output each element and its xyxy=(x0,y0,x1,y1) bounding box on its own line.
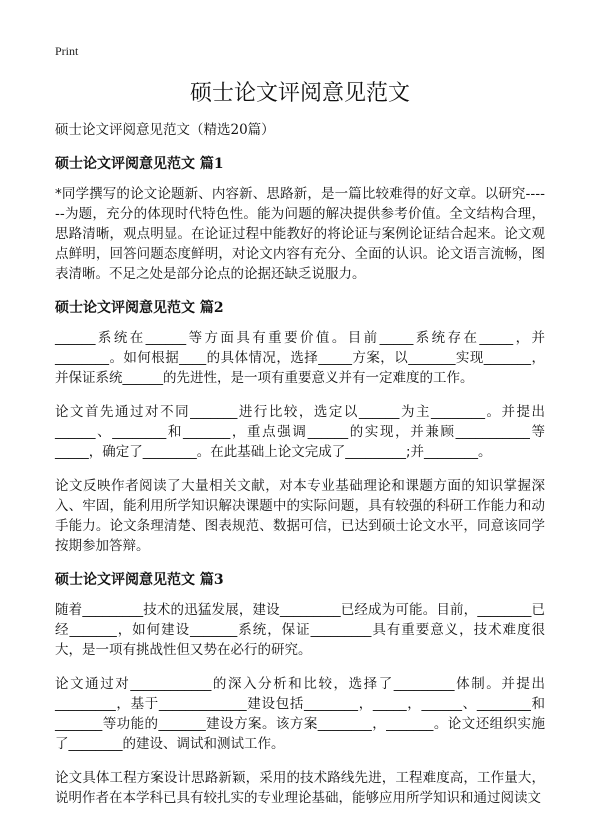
document-body xyxy=(55,120,545,822)
section-heading-2: 硕士论文评阅意见范文 篇2 xyxy=(55,300,224,316)
section-2-paragraph-3: 论文反映作者阅读了大量相关文献，对本专业基础理论和课题方面的知识掌握深入、牢固，能利用所学知识解决课题中的实际问题，具有较强的科研工作能力和动手能力。论文条理清楚、图表规范、数据可信，已达到硕士论文水平，同意该同学按期参加答辩。 xyxy=(55,478,545,554)
section-heading-3: 硕士论文评阅意见范文 篇3 xyxy=(55,572,224,588)
section-2-paragraph-2: 论文首先通过对不同_______进行比较，选定以______为主________。并提出______、________和_______，重点强调______的实现，并兼顾___________等_____，确定了________。在此基础上论文完成了_________;并________。 xyxy=(55,404,545,460)
print-link[interactable]: Print xyxy=(55,44,79,58)
page-title: 硕士论文评阅意见范文 xyxy=(189,81,410,106)
section-3-paragraph-3: 论文具体工程方案设计思路新颖，采用的技术路线先进，工程难度高，工作量大，说明作者在本学科已具有较扎实的专业理论基础，能够应用所学知识和通过阅读文 xyxy=(55,770,545,806)
document-subtitle: 硕士论文评阅意见范文（精选20篇） xyxy=(55,122,275,138)
section-1-paragraph-1: *同学撰写的论文论题新、内容新、思路新，是一篇比较难得的好文章。以研究------为题，充分的体现时代特色性。能为问题的解决提供参考价值。全文结构合理，思路清晰，观点明显。在论证过程中能教好的将论证与案例论证结合起来。论文观点鲜明，回答问题态度鲜明，对论文内容有充分、全面的认识。论文语言流畅，图表清晰。不足之处是部分论点的论据还缺乏说服力。 xyxy=(55,186,545,282)
section-3-paragraph-2: 论文通过对____________的深入分析和比较，选择了_________体制。并提出_________，基于_____________建设包括________，_____，______、________和_______等功能的_______建设方案。该方案________，_______。论文还组织实施了________的建设、调试和测试工作。 xyxy=(55,676,545,752)
section-2-paragraph-1: ______系统在______等方面具有重要价值。目前_____系统存在_____，并________。如何根据____的具体情况，选择_____方案，以_______实现_______，并保证系统______的先进性，是一项有重要意义并有一定难度的工作。 xyxy=(55,330,545,386)
section-3-paragraph-1: 随着_________技术的迅猛发展，建设_________已经成为可能。目前，________已经_______，如何建设_______系统，保证_________具有重要意义，技术难度很大，是一项有挑战性但又势在必行的研究。 xyxy=(55,602,545,658)
section-heading-1: 硕士论文评阅意见范文 篇1 xyxy=(55,156,224,172)
